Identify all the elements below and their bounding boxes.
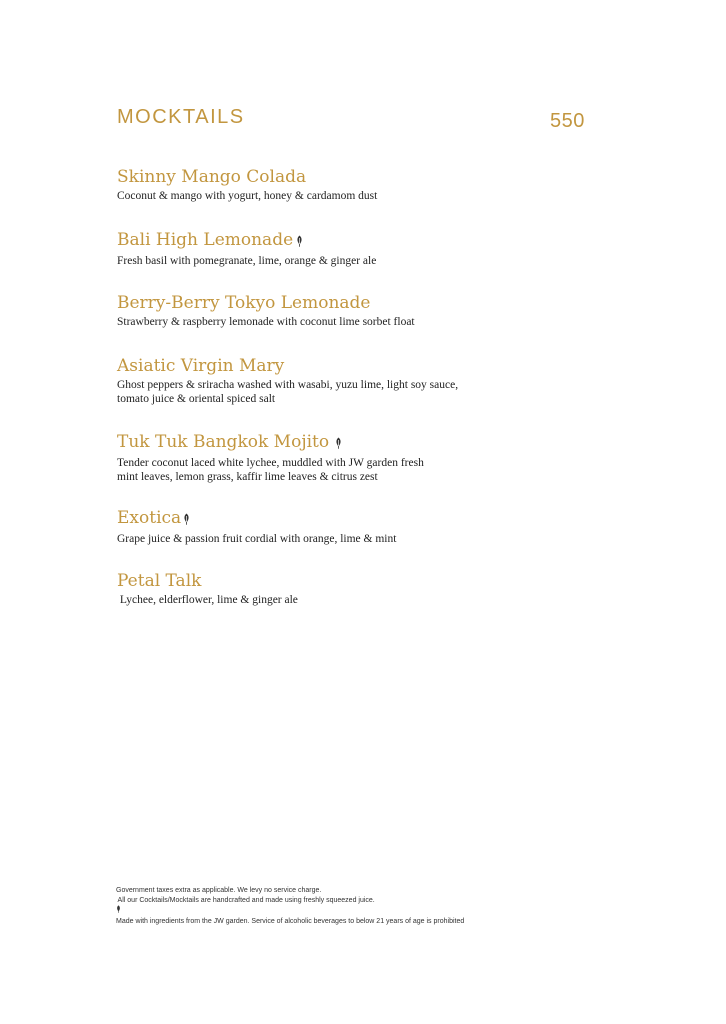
footer-handcrafted-note: All our Cocktails/Mocktails are handcrafted and made using freshly squeezed juice. [116,896,375,904]
item-name: Exotica [117,508,182,528]
item-description-line: tomato juice & oriental spiced salt [117,393,276,405]
item-description-line: Tender coconut laced white lychee, muddled with JW garden fresh [117,457,424,469]
menu-title: MOCKTAILS [117,106,245,128]
leaf-icon [335,433,342,455]
menu-item-petal-talk [117,570,547,607]
menu-item-tuk-tuk-bangkok-mojito [117,431,547,484]
menu-price: 550 [550,110,585,132]
menu-item-bali-high-lemonade [117,229,547,268]
item-description [117,315,547,329]
item-description-line: Ghost peppers & sriracha washed with wasabi, yuzu lime, light soy sauce, [117,379,459,391]
menu-item-exotica [117,507,547,546]
menu-item-skinny-mango-colada [117,166,547,203]
leaf-icon [116,905,461,917]
item-name: Bali High Lemonade [117,230,294,250]
item-description [117,593,547,607]
menu-item-asiatic-virgin-mary [117,355,547,406]
item-name: Asiatic Virgin Mary [117,356,285,376]
footer-garden-note [116,905,464,926]
item-name: Tuk Tuk Bangkok Mojito [117,432,330,452]
item-description-line: Coconut & mango with yogurt, honey & cardamom dust [117,190,378,202]
leaf-icon [296,231,303,253]
item-description-line: Fresh basil with pomegranate, lime, orange & ginger ale [117,255,377,267]
item-description [117,189,547,203]
item-description-line: Strawberry & raspberry lemonade with coconut lime sorbet float [117,316,415,328]
item-name: Berry-Berry Tokyo Lemonade [117,293,371,313]
footer-garden-note-text: Made with ingredients from the JW garden. Service of alcoholic beverages to below 21 years of age is prohibited [116,917,465,925]
leaf-icon [183,509,190,531]
item-description [117,254,547,268]
item-name: Skinny Mango Colada [117,167,307,187]
item-description-line: Lychee, elderflower, lime & ginger ale [117,594,298,606]
footer-tax-note: Government taxes extra as applicable. We levy no service charge. [116,887,322,894]
item-description-line: mint leaves, lemon grass, kaffir lime leaves & citrus zest [117,471,378,483]
menu-item-berry-berry-tokyo-lemonade [117,292,547,329]
item-description [117,532,547,546]
footer-notes [116,886,464,926]
item-description [117,378,547,406]
item-description-line: Grape juice & passion fruit cordial with orange, lime & mint [117,533,397,545]
item-description [117,456,547,484]
item-name: Petal Talk [117,571,202,591]
